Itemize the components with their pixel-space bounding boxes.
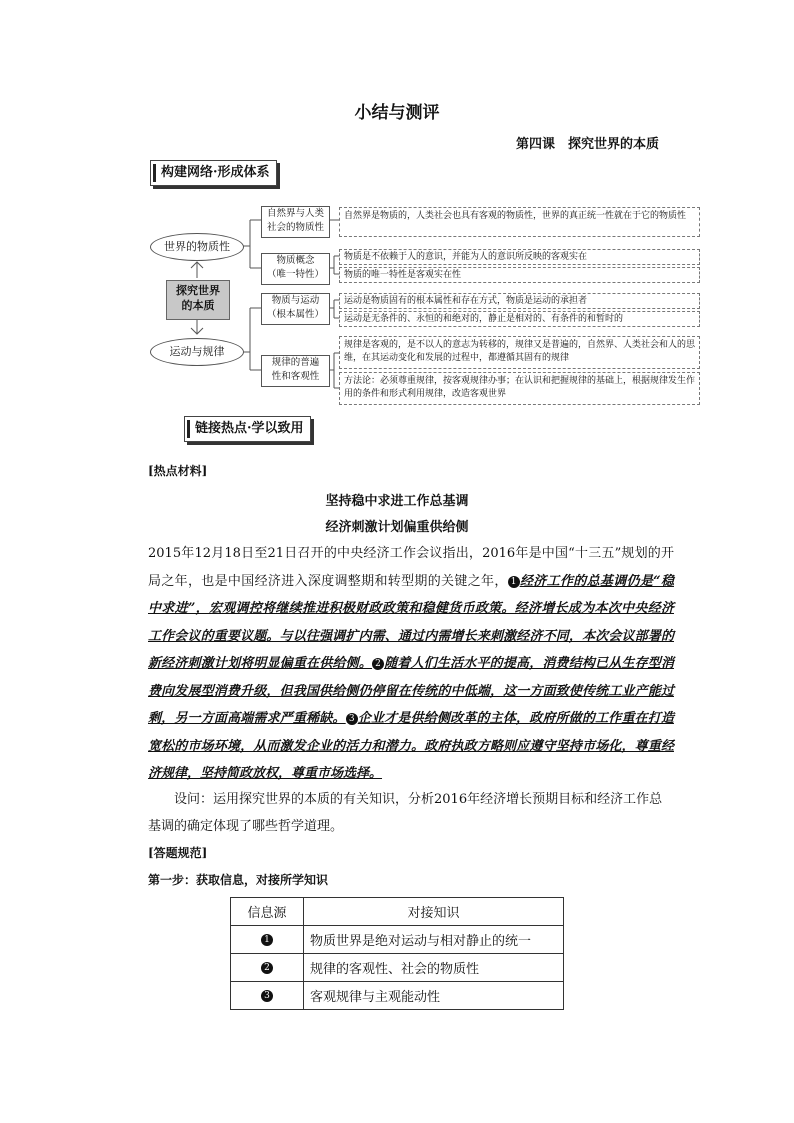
detail-matter-property: 物质的唯一特性是客观实在性 xyxy=(339,267,700,283)
table-row xyxy=(231,954,564,982)
category-line: 物质概念 xyxy=(276,255,315,266)
headline-2: 经济刺激计划偏重供给侧 xyxy=(325,520,469,535)
banner-label: 构建网络·形成体系 xyxy=(161,165,270,180)
answer-spec-label: [答题规范] xyxy=(148,846,208,860)
mindmap-center xyxy=(166,280,230,320)
source-cell xyxy=(231,982,304,1010)
marker-2: 2 xyxy=(372,658,384,670)
table-row xyxy=(231,982,564,1010)
category-law-universality xyxy=(261,355,330,387)
step-1-label: 第一步：获取信息，对接所学知识 xyxy=(148,873,329,887)
detail-motion-absolute: 运动是无条件的、永恒的和绝对的，静止是相对的、有条件的和暂时的 xyxy=(339,311,700,327)
category-line: 规律的普遍 xyxy=(271,357,320,368)
category-line: （根本属性） xyxy=(266,309,324,320)
ellipse-world-material: 世界的物质性 xyxy=(150,233,244,261)
knowledge-cell: 规律的客观性、社会的物质性 xyxy=(304,954,564,982)
marker-2: 2 xyxy=(261,962,273,974)
para-highlight-2: 随着人们生活水平的提高，消费结构已从生存型消费向发展型消费升级，但我国供给侧仍停留在传统的中低端，这一方面致使传统工业产能过剩，另一方面高端需求严重稀缺。 xyxy=(148,656,674,726)
source-cell xyxy=(231,954,304,982)
knowledge-cell: 客观规律与主观能动性 xyxy=(304,982,564,1010)
headline-1: 坚持稳中求进工作总基调 xyxy=(325,494,469,509)
para-highlight-1: 经济工作的总基调仍是“稳中求进”，宏观调控将继续推进积极财政政策和稳健货币政策。经济增长成为本次中央经济工作会议的重要议题。与以往强调扩内需、通过内需增长来刺激经济不同，本次会议部署的新经济刺激计划将明显偏重在供给侧。 xyxy=(148,573,674,671)
detail-law-objective: 规律是客观的，是不以人的意志为转移的，规律又是普遍的，自然界、人类社会和人的思维，在其运动变化和发展的过程中，都遵循其固有的规律 xyxy=(339,336,700,369)
lesson-subtitle: 第四课 探究世界的本质 xyxy=(516,137,660,152)
category-line: 性和客观性 xyxy=(271,371,320,382)
knowledge-table xyxy=(230,897,564,1010)
detail-motion-attribute: 运动是物质固有的根本属性和存在方式，物质是运动的承担者 xyxy=(339,293,700,309)
category-line: 自然界与人类 xyxy=(266,208,324,219)
para-highlight-3: 企业才是供给侧改革的主体，政府所做的工作重在打造宽松的市场环境，从而激发企业的活力和潜力。政府执政方略则应遵守坚持市场化，尊重经济规律，坚持简政放权，尊重市场选择。 xyxy=(148,711,674,781)
center-line-2: 的本质 xyxy=(181,299,215,312)
table-header-row xyxy=(231,898,564,926)
category-nature-society xyxy=(261,206,330,238)
section-banner-hotspot xyxy=(184,416,311,442)
page-title: 小结与测评 xyxy=(354,103,440,123)
header-knowledge: 对接知识 xyxy=(304,898,564,926)
category-line: 物质与运动 xyxy=(271,295,320,306)
center-line-1: 探究世界 xyxy=(176,284,220,297)
category-matter-motion xyxy=(261,293,330,325)
hot-material-paragraph xyxy=(148,540,674,788)
para-intro: 2015年12月18日至21日召开的中央经济工作会议指出，2016年是中国“十三五”规划的开局之年，也是中国经济进入深度调整期和转型期的关键之年， xyxy=(148,546,674,589)
detail-nature-society: 自然界是物质的，人类社会也具有客观的物质性，世界的真正统一性就在于它的物质性 xyxy=(339,207,700,237)
marker-1: 1 xyxy=(508,576,520,588)
category-line: 社会的物质性 xyxy=(266,222,324,233)
header-source: 信息源 xyxy=(231,898,304,926)
marker-3: 3 xyxy=(261,990,273,1002)
ellipse-motion-law: 运动与规律 xyxy=(150,338,244,366)
marker-1: 1 xyxy=(261,934,273,946)
hot-material-label: [热点材料] xyxy=(148,464,208,478)
marker-3: 3 xyxy=(346,713,358,725)
banner-label: 链接热点·学以致用 xyxy=(195,421,304,436)
knowledge-cell: 物质世界是绝对运动与相对静止的统一 xyxy=(304,926,564,954)
detail-matter-definition: 物质是不依赖于人的意识，并能为人的意识所反映的客观实在 xyxy=(339,249,700,265)
question-text: 设问：运用探究世界的本质的有关知识，分析2016年经济增长预期目标和经济工作总基调的确定体现了哪些哲学道理。 xyxy=(148,792,663,834)
category-line: （唯一特性） xyxy=(266,269,324,280)
source-cell xyxy=(231,926,304,954)
detail-methodology: 方法论：必须尊重规律，按客观规律办事；在认识和把握规律的基础上，根据规律发生作用的条件和形式利用规律，改造客观世界 xyxy=(339,372,700,405)
category-matter-concept xyxy=(261,253,330,285)
table-row xyxy=(231,926,564,954)
